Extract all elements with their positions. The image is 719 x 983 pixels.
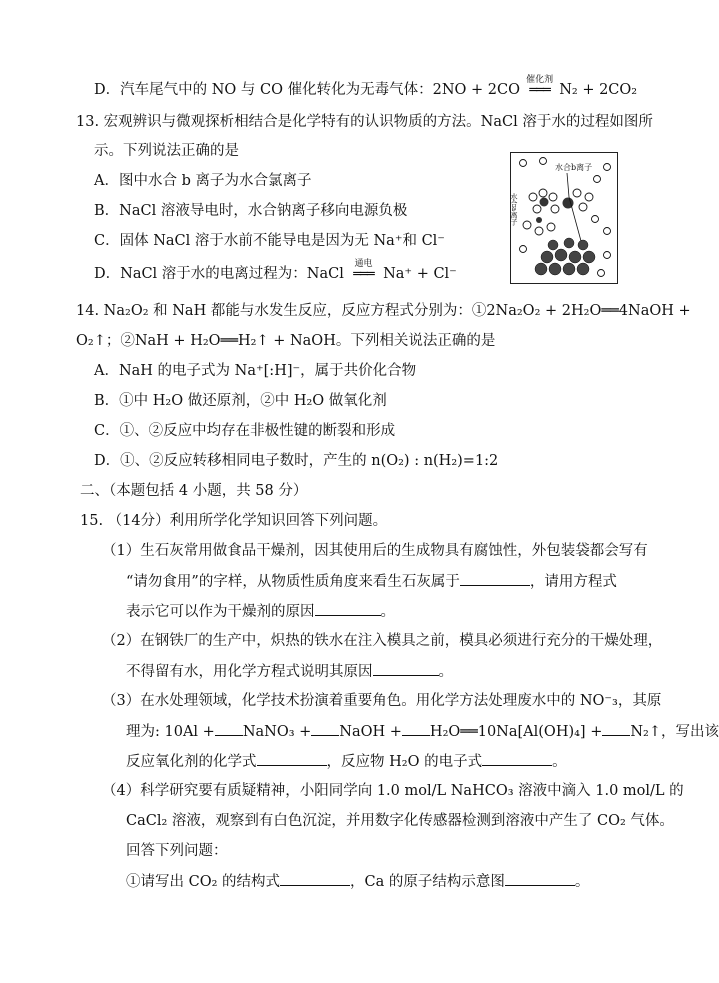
question-14-stem-cont: O₂↑；②NaH + H₂O══H₂↑ + NaOH。下列相关说法正确的是 <box>76 333 496 349</box>
coef-blank[interactable] <box>311 721 339 736</box>
question-13-stem-cont: 示。下列说法正确的是 <box>94 143 239 159</box>
question-13-stem: 13. 宏观辨识与微观探析相结合是化学特有的认识物质的方法。NaCl 溶于水的过程如图所 <box>76 114 653 130</box>
option-14-b: B．①中 H₂O 做还原剂，②中 H₂O 做氧化剂 <box>94 393 387 409</box>
answer-blank[interactable] <box>482 751 552 766</box>
q15-part1-line3 <box>126 601 395 622</box>
coef-blank[interactable] <box>602 721 630 736</box>
text: ，反应物 H₂O 的电子式 <box>326 754 483 770</box>
text: 不得留有水，用化学方程式说明其原因 <box>126 664 373 680</box>
text: 。 <box>438 664 453 680</box>
text: ，请用方程式 <box>529 574 617 590</box>
text: 。 <box>552 754 567 770</box>
option-14-a: A．NaH 的电子式为 Na⁺[:H]⁻，属于共价化合物 <box>94 363 417 379</box>
option-13-b: B．NaCl 溶液导电时，水合钠离子移向电源负极 <box>94 203 408 219</box>
answer-blank[interactable] <box>257 751 327 766</box>
label-hydrated-a: 水合a离子 <box>510 193 518 226</box>
option-13-c: C．固体 NaCl 溶于水前不能导电是因为无 Na⁺和 Cl⁻ <box>94 233 445 249</box>
text: ，Ca 的原子结构示意图 <box>350 874 505 890</box>
reaction-condition-arrow <box>525 75 555 101</box>
option-text-product: N₂ + 2CO₂ <box>559 82 638 98</box>
text: NaOH + <box>339 724 402 740</box>
answer-blank[interactable] <box>315 601 381 616</box>
text: 反应氧化剂的化学式 <box>126 754 257 770</box>
option-13-d <box>94 259 457 285</box>
q15-part4-line2: CaCl₂ 溶液，观察到有白色沉淀，并用数字化传感器检测到溶液中产生了 CO₂ 气体。 <box>126 813 674 829</box>
coef-blank[interactable] <box>215 721 243 736</box>
text: 表示它可以作为干燥剂的原因 <box>126 604 315 620</box>
text: NaNO₃ + <box>242 724 312 740</box>
equals-arrow: ═══ <box>529 83 550 98</box>
q15-part3-line3 <box>126 751 567 772</box>
electrify-label: 通电 <box>354 259 373 269</box>
q15-part4-line3: 回答下列问题： <box>126 843 228 859</box>
option-12-d <box>94 75 638 101</box>
section-header: 二、（本题包括 4 小题，共 58 分） <box>80 483 308 499</box>
catalyst-label: 催化剂 <box>526 75 554 85</box>
q15-part3-line2 <box>126 721 719 742</box>
ions <box>536 198 574 224</box>
equals-arrow: ═══ <box>353 267 374 282</box>
q15-part4-sub1 <box>126 871 589 892</box>
dissolution-diagram <box>511 153 617 283</box>
text: “请勿食用”的字样，从物质性质角度来看生石灰属于 <box>126 574 460 590</box>
question-15-stem: 15. （14分）利用所学化学知识回答下列问题。 <box>80 513 388 529</box>
nacl-dissolution-figure <box>510 152 618 284</box>
label-hydrated-b: 水合b离子 <box>555 163 593 172</box>
q15-part1-line2 <box>126 571 617 592</box>
answer-blank[interactable] <box>505 871 575 886</box>
option-text: D．汽车尾气中的 NO 与 CO 催化转化为无毒气体：2NO + 2CO <box>94 82 520 98</box>
q15-part3: （3）在水处理领域，化学技术扮演着重要角色。用化学方法处理废水中的 NO⁻₃，其原 <box>102 693 662 709</box>
option-13-a: A．图中水合 b 离子为水合氯离子 <box>94 173 312 189</box>
question-14-stem: 14. Na₂O₂ 和 NaH 都能与水发生反应，反应方程式分别为：①2Na₂O₂ + 2H₂O══4NaOH + <box>76 303 691 319</box>
option-text-product: Na⁺ + Cl⁻ <box>383 266 457 282</box>
option-14-c: C．①、②反应中均存在非极性键的断裂和形成 <box>94 423 396 439</box>
text: 。 <box>380 604 395 620</box>
text: H₂O══10Na[Al(OH)₄] + <box>429 724 603 740</box>
nacl-crystal <box>535 238 595 275</box>
q15-part1: （1）生石灰常用做食品干燥剂，因其使用后的生成物具有腐蚀性，外包装袋都会写有 <box>102 543 648 559</box>
q15-part4: （4）科学研究要有质疑精神，小阳同学向 1.0 mol/L NaHCO₃ 溶液中滴入 1.0 mol/L 的 <box>102 783 684 799</box>
option-text: D．NaCl 溶于水的电离过程为：NaCl <box>94 266 344 282</box>
option-14-d: D．①、②反应转移相同电子数时，产生的 n(O₂) : n(H₂)=1:2 <box>94 453 499 469</box>
answer-blank[interactable] <box>280 871 350 886</box>
text: 理为: 10Al + <box>126 724 215 740</box>
text: 。 <box>574 874 590 890</box>
answer-blank[interactable] <box>460 571 530 586</box>
text: N₂↑，写出该 <box>630 724 719 740</box>
q15-part2-line2 <box>126 661 453 682</box>
text: ①请写出 CO₂ 的结构式 <box>126 874 281 890</box>
answer-blank[interactable] <box>373 661 439 676</box>
q15-part2: （2）在钢铁厂的生产中，炽热的铁水在注入模具之前，模具必须进行充分的干燥处理， <box>102 633 663 649</box>
coef-blank[interactable] <box>402 721 430 736</box>
reaction-condition-arrow <box>348 259 378 285</box>
